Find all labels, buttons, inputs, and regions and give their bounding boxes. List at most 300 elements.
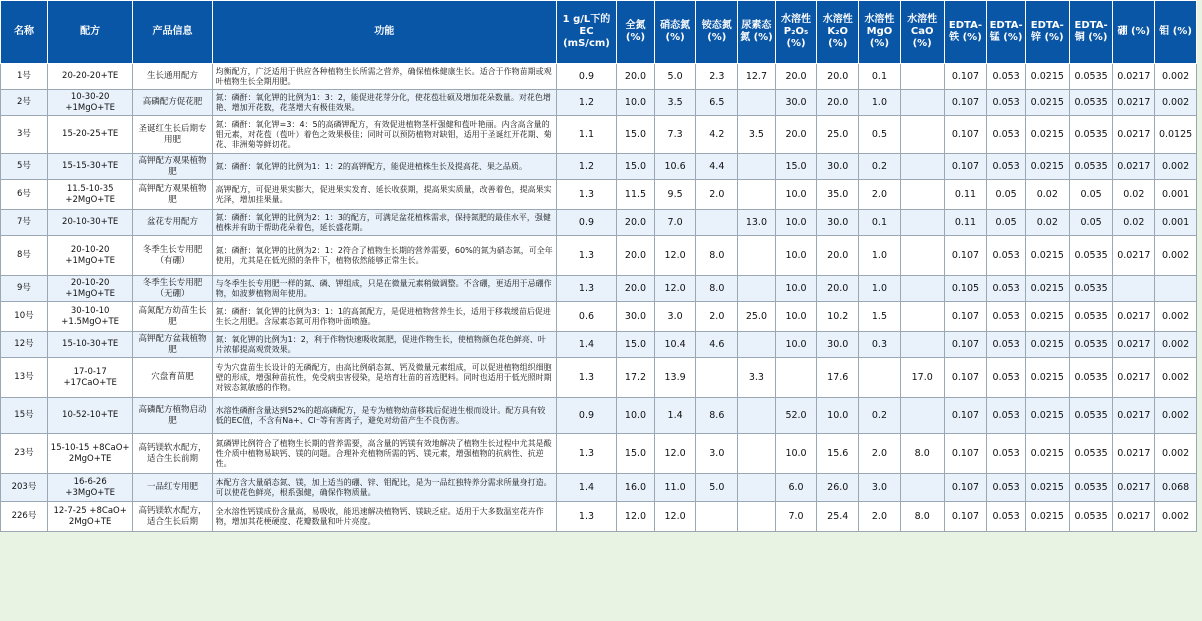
cell-total-n: 12.0 bbox=[617, 502, 655, 532]
cell-urea-n bbox=[738, 180, 776, 210]
header-fe: EDTA-铁 (%) bbox=[944, 1, 987, 64]
cell-k2o: 17.6 bbox=[817, 358, 859, 398]
cell-total-n: 15.0 bbox=[617, 154, 655, 180]
cell-name: 203号 bbox=[1, 474, 48, 502]
cell-formula: 30-10-10 +1.5MgO+TE bbox=[47, 302, 133, 332]
cell-function: 氮：氧化钾的比例为1：2，利于作物快速吸收氮肥，促进作物生长，使植物颜色花色鲜亮、叶片浓郁提高观赏效果。 bbox=[212, 332, 556, 358]
cell-mn: 0.05 bbox=[987, 180, 1026, 210]
cell-mo: 0.002 bbox=[1155, 358, 1197, 398]
cell-cao bbox=[900, 90, 944, 116]
cell-ec: 1.3 bbox=[556, 180, 616, 210]
cell-mgo: 3.0 bbox=[859, 474, 901, 502]
cell-formula: 15-10-15 +8CaO+ 2MgO+TE bbox=[47, 434, 133, 474]
cell-nitrate-n: 9.5 bbox=[654, 180, 696, 210]
cell-b: 0.0217 bbox=[1113, 398, 1155, 434]
cell-b: 0.02 bbox=[1113, 210, 1155, 236]
cell-ec: 1.4 bbox=[556, 332, 616, 358]
table-row bbox=[1, 398, 1197, 434]
cell-cao bbox=[900, 474, 944, 502]
cell-formula: 20-20-20+TE bbox=[47, 64, 133, 90]
cell-ec: 1.1 bbox=[556, 116, 616, 154]
cell-cao: 17.0 bbox=[900, 358, 944, 398]
cell-fe: 0.107 bbox=[944, 116, 987, 154]
cell-name: 10号 bbox=[1, 302, 48, 332]
cell-mn: 0.053 bbox=[987, 398, 1026, 434]
cell-cu: 0.0535 bbox=[1069, 358, 1113, 398]
header-nitrate-n: 硝态氮 (%) bbox=[654, 1, 696, 64]
cell-formula: 17-0-17 +17CaO+TE bbox=[47, 358, 133, 398]
cell-mgo: 2.0 bbox=[859, 180, 901, 210]
header-product: 产品信息 bbox=[133, 1, 212, 64]
cell-nitrate-n: 7.3 bbox=[654, 116, 696, 154]
cell-b: 0.0217 bbox=[1113, 236, 1155, 276]
cell-k2o: 30.0 bbox=[817, 332, 859, 358]
cell-zn: 0.0215 bbox=[1025, 474, 1069, 502]
header-urea-n: 尿素态氮 (%) bbox=[738, 1, 776, 64]
cell-urea-n: 3.3 bbox=[738, 358, 776, 398]
cell-ammonium-n: 2.0 bbox=[696, 180, 738, 210]
cell-function: 水溶性磷酐含量达到52%的超高磷配方，是专为植物幼苗移栽后促进生根而设计。配方具有较低的EC值，不含有Na+、Cl⁻等有害离子，避免对幼苗产生不良伤害。 bbox=[212, 398, 556, 434]
cell-nitrate-n: 11.0 bbox=[654, 474, 696, 502]
cell-ammonium-n bbox=[696, 502, 738, 532]
cell-ec: 0.9 bbox=[556, 210, 616, 236]
cell-mn: 0.053 bbox=[987, 474, 1026, 502]
cell-cu: 0.0535 bbox=[1069, 154, 1113, 180]
cell-total-n: 11.5 bbox=[617, 180, 655, 210]
cell-p2o5: 20.0 bbox=[775, 64, 817, 90]
cell-mo: 0.002 bbox=[1155, 236, 1197, 276]
cell-ammonium-n: 8.0 bbox=[696, 276, 738, 302]
cell-nitrate-n: 12.0 bbox=[654, 434, 696, 474]
cell-mo: 0.002 bbox=[1155, 90, 1197, 116]
cell-p2o5: 20.0 bbox=[775, 116, 817, 154]
cell-fe: 0.107 bbox=[944, 236, 987, 276]
cell-cu: 0.0535 bbox=[1069, 302, 1113, 332]
cell-nitrate-n: 13.9 bbox=[654, 358, 696, 398]
cell-total-n: 10.0 bbox=[617, 90, 655, 116]
cell-name: 5号 bbox=[1, 154, 48, 180]
cell-urea-n bbox=[738, 502, 776, 532]
table-row bbox=[1, 236, 1197, 276]
cell-name: 15号 bbox=[1, 398, 48, 434]
cell-cu: 0.05 bbox=[1069, 210, 1113, 236]
cell-ammonium-n: 4.4 bbox=[696, 154, 738, 180]
cell-nitrate-n: 3.0 bbox=[654, 302, 696, 332]
cell-mgo: 2.0 bbox=[859, 502, 901, 532]
cell-k2o: 20.0 bbox=[817, 236, 859, 276]
cell-mgo: 0.2 bbox=[859, 398, 901, 434]
cell-b: 0.0217 bbox=[1113, 332, 1155, 358]
cell-urea-n: 12.7 bbox=[738, 64, 776, 90]
cell-nitrate-n: 10.4 bbox=[654, 332, 696, 358]
cell-mgo bbox=[859, 358, 901, 398]
cell-k2o: 20.0 bbox=[817, 276, 859, 302]
cell-fe: 0.11 bbox=[944, 210, 987, 236]
table-body bbox=[1, 64, 1197, 532]
cell-fe: 0.11 bbox=[944, 180, 987, 210]
cell-b: 0.02 bbox=[1113, 180, 1155, 210]
cell-cu: 0.0535 bbox=[1069, 474, 1113, 502]
cell-cao bbox=[900, 332, 944, 358]
cell-mgo: 1.0 bbox=[859, 236, 901, 276]
cell-fe: 0.107 bbox=[944, 64, 987, 90]
cell-b: 0.0217 bbox=[1113, 474, 1155, 502]
cell-cu: 0.0535 bbox=[1069, 90, 1113, 116]
cell-ec: 1.3 bbox=[556, 236, 616, 276]
cell-ammonium-n: 6.5 bbox=[696, 90, 738, 116]
cell-nitrate-n: 12.0 bbox=[654, 276, 696, 302]
cell-formula: 10-30-20 +1MgO+TE bbox=[47, 90, 133, 116]
cell-cao: 8.0 bbox=[900, 502, 944, 532]
cell-product: 高氮配方幼苗生长肥 bbox=[133, 302, 212, 332]
cell-cao bbox=[900, 180, 944, 210]
cell-k2o: 20.0 bbox=[817, 90, 859, 116]
cell-urea-n bbox=[738, 398, 776, 434]
cell-cu: 0.0535 bbox=[1069, 398, 1113, 434]
cell-cao bbox=[900, 116, 944, 154]
cell-product: 生长通用配方 bbox=[133, 64, 212, 90]
cell-formula: 20-10-30+TE bbox=[47, 210, 133, 236]
table-row bbox=[1, 276, 1197, 302]
cell-nitrate-n: 7.0 bbox=[654, 210, 696, 236]
cell-product: 高钾配方观果植物肥 bbox=[133, 154, 212, 180]
cell-b: 0.0217 bbox=[1113, 64, 1155, 90]
cell-cao bbox=[900, 398, 944, 434]
cell-k2o: 20.0 bbox=[817, 64, 859, 90]
cell-ammonium-n bbox=[696, 210, 738, 236]
cell-mn: 0.05 bbox=[987, 210, 1026, 236]
header-mo: 钼 (%) bbox=[1155, 1, 1197, 64]
cell-name: 6号 bbox=[1, 180, 48, 210]
cell-p2o5: 10.0 bbox=[775, 180, 817, 210]
cell-formula: 15-10-30+TE bbox=[47, 332, 133, 358]
cell-mgo: 1.0 bbox=[859, 90, 901, 116]
cell-p2o5: 30.0 bbox=[775, 90, 817, 116]
cell-name: 12号 bbox=[1, 332, 48, 358]
cell-total-n: 30.0 bbox=[617, 302, 655, 332]
cell-mo: 0.002 bbox=[1155, 154, 1197, 180]
cell-nitrate-n: 5.0 bbox=[654, 64, 696, 90]
cell-zn: 0.0215 bbox=[1025, 236, 1069, 276]
cell-p2o5: 10.0 bbox=[775, 236, 817, 276]
cell-urea-n bbox=[738, 434, 776, 474]
cell-cu: 0.0535 bbox=[1069, 64, 1113, 90]
cell-urea-n: 3.5 bbox=[738, 116, 776, 154]
cell-zn: 0.02 bbox=[1025, 210, 1069, 236]
cell-ec: 1.3 bbox=[556, 276, 616, 302]
cell-product: 盆花专用配方 bbox=[133, 210, 212, 236]
cell-product: 高钾配方盆栽植物肥 bbox=[133, 332, 212, 358]
cell-fe: 0.107 bbox=[944, 154, 987, 180]
header-row bbox=[1, 1, 1197, 64]
cell-fe: 0.107 bbox=[944, 90, 987, 116]
cell-b: 0.0217 bbox=[1113, 116, 1155, 154]
cell-product: 冬季生长专用肥（有硼） bbox=[133, 236, 212, 276]
cell-name: 3号 bbox=[1, 116, 48, 154]
cell-b: 0.0217 bbox=[1113, 90, 1155, 116]
cell-function: 氮磷钾比例符合了植物生长期的营养需要，高含量的钙镁有效地解决了植物生长过程中尤其是酸性介质中植物易缺钙、镁的问题。合理补充植物所需的钙、镁元素，增强植物的抗病性、抗逆性。 bbox=[212, 434, 556, 474]
table-row bbox=[1, 90, 1197, 116]
cell-b: 0.0217 bbox=[1113, 434, 1155, 474]
cell-urea-n bbox=[738, 474, 776, 502]
cell-ammonium-n: 5.0 bbox=[696, 474, 738, 502]
cell-cu: 0.05 bbox=[1069, 180, 1113, 210]
cell-function: 全水溶性钙镁成份含量高，易吸收，能迅速解决植物钙、镁缺乏症。适用于大多数温室花卉作物，增加其花梗硬度、花瓣数量和叶片亮度。 bbox=[212, 502, 556, 532]
cell-urea-n bbox=[738, 332, 776, 358]
cell-b bbox=[1113, 276, 1155, 302]
cell-function: 专为穴盘苗生长设计的无磷配方，由高比例硝态氮、钙及微量元素组成，可以促进植物组织细胞壁的形成，增强种苗抗性，免受病虫害侵染，是培育壮苗的首选肥料。同时也适用于低光照时期对铵态氮敏感的作物。 bbox=[212, 358, 556, 398]
cell-mo: 0.002 bbox=[1155, 332, 1197, 358]
cell-p2o5 bbox=[775, 358, 817, 398]
cell-zn: 0.0215 bbox=[1025, 64, 1069, 90]
cell-mn: 0.053 bbox=[987, 434, 1026, 474]
cell-cao bbox=[900, 210, 944, 236]
cell-mo: 0.002 bbox=[1155, 398, 1197, 434]
cell-ammonium-n bbox=[696, 358, 738, 398]
cell-mgo: 2.0 bbox=[859, 434, 901, 474]
cell-name: 9号 bbox=[1, 276, 48, 302]
cell-product: 高钾配方观果植物肥 bbox=[133, 180, 212, 210]
cell-mgo: 0.2 bbox=[859, 154, 901, 180]
cell-total-n: 20.0 bbox=[617, 236, 655, 276]
table-row bbox=[1, 180, 1197, 210]
header-k2o: 水溶性K₂O (%) bbox=[817, 1, 859, 64]
cell-p2o5: 10.0 bbox=[775, 434, 817, 474]
cell-name: 23号 bbox=[1, 434, 48, 474]
header-name: 名称 bbox=[1, 1, 48, 64]
cell-nitrate-n: 12.0 bbox=[654, 502, 696, 532]
header-mn: EDTA-锰 (%) bbox=[987, 1, 1026, 64]
cell-urea-n bbox=[738, 276, 776, 302]
cell-zn: 0.0215 bbox=[1025, 398, 1069, 434]
cell-function: 高钾配方，可促进果实膨大，促进果实发育、延长收获期，提高果实质量，改善着色，提高果实光泽，增加挂果量。 bbox=[212, 180, 556, 210]
cell-zn: 0.0215 bbox=[1025, 434, 1069, 474]
cell-k2o: 25.0 bbox=[817, 116, 859, 154]
cell-ammonium-n: 8.0 bbox=[696, 236, 738, 276]
cell-ammonium-n: 8.6 bbox=[696, 398, 738, 434]
cell-function: 本配方含大量硝态氮、镁，加上适当的硼、锌、钼配比，是为一品红独特养分需求所量身打造。可以使花色鲜亮，根系强健，确保作物质量。 bbox=[212, 474, 556, 502]
cell-mn: 0.053 bbox=[987, 502, 1026, 532]
cell-product: 圣诞红生长后期专用肥 bbox=[133, 116, 212, 154]
header-b: 硼 (%) bbox=[1113, 1, 1155, 64]
cell-cu: 0.0535 bbox=[1069, 502, 1113, 532]
cell-product: 高磷配方促花肥 bbox=[133, 90, 212, 116]
cell-zn: 0.0215 bbox=[1025, 358, 1069, 398]
cell-cao bbox=[900, 64, 944, 90]
cell-cu: 0.0535 bbox=[1069, 116, 1113, 154]
cell-total-n: 15.0 bbox=[617, 332, 655, 358]
cell-mgo: 0.1 bbox=[859, 64, 901, 90]
header-formula: 配方 bbox=[47, 1, 133, 64]
cell-k2o: 15.6 bbox=[817, 434, 859, 474]
cell-product: 高钙镁软水配方，适合生长后期 bbox=[133, 502, 212, 532]
cell-mo: 0.0125 bbox=[1155, 116, 1197, 154]
cell-ec: 1.3 bbox=[556, 434, 616, 474]
header-zn: EDTA-锌 (%) bbox=[1025, 1, 1069, 64]
table-row bbox=[1, 502, 1197, 532]
cell-k2o: 10.2 bbox=[817, 302, 859, 332]
cell-ec: 1.4 bbox=[556, 474, 616, 502]
cell-zn: 0.0215 bbox=[1025, 302, 1069, 332]
cell-nitrate-n: 1.4 bbox=[654, 398, 696, 434]
header-function: 功能 bbox=[212, 1, 556, 64]
cell-mn: 0.053 bbox=[987, 302, 1026, 332]
cell-ammonium-n: 2.3 bbox=[696, 64, 738, 90]
cell-formula: 10-52-10+TE bbox=[47, 398, 133, 434]
cell-fe: 0.107 bbox=[944, 502, 987, 532]
cell-mo: 0.002 bbox=[1155, 502, 1197, 532]
cell-k2o: 25.4 bbox=[817, 502, 859, 532]
cell-b: 0.0217 bbox=[1113, 154, 1155, 180]
cell-b: 0.0217 bbox=[1113, 302, 1155, 332]
cell-product: 冬季生长专用肥（无硼） bbox=[133, 276, 212, 302]
cell-total-n: 10.0 bbox=[617, 398, 655, 434]
cell-formula: 15-20-25+TE bbox=[47, 116, 133, 154]
table-row bbox=[1, 210, 1197, 236]
cell-p2o5: 10.0 bbox=[775, 302, 817, 332]
cell-mn: 0.053 bbox=[987, 90, 1026, 116]
cell-ammonium-n: 2.0 bbox=[696, 302, 738, 332]
cell-function: 氮：磷酐：氧化钾的比例为1：3：2，能促进花芽分化，使花苞壮硕及增加花朵数量。对花色增艳、增加开花数，花茎增大有极佳效果。 bbox=[212, 90, 556, 116]
cell-nitrate-n: 12.0 bbox=[654, 236, 696, 276]
table-row bbox=[1, 302, 1197, 332]
cell-zn: 0.0215 bbox=[1025, 332, 1069, 358]
header-cao: 水溶性CaO (%) bbox=[900, 1, 944, 64]
cell-name: 226号 bbox=[1, 502, 48, 532]
cell-total-n: 20.0 bbox=[617, 210, 655, 236]
cell-total-n: 15.0 bbox=[617, 116, 655, 154]
header-total-n: 全氮 (%) bbox=[617, 1, 655, 64]
cell-total-n: 20.0 bbox=[617, 276, 655, 302]
cell-name: 2号 bbox=[1, 90, 48, 116]
cell-urea-n bbox=[738, 90, 776, 116]
cell-function: 氮：磷酐：氧化钾的比例为2：1：3的配方，可满足盆花植株需求，保持氮肥的最佳水平，强健植株并有助于帮助花朵着色，延长盛花期。 bbox=[212, 210, 556, 236]
cell-formula: 15-15-30+TE bbox=[47, 154, 133, 180]
cell-mn: 0.053 bbox=[987, 358, 1026, 398]
cell-mn: 0.053 bbox=[987, 276, 1026, 302]
cell-mn: 0.053 bbox=[987, 116, 1026, 154]
cell-fe: 0.107 bbox=[944, 398, 987, 434]
header-ammonium-n: 铵态氮 (%) bbox=[696, 1, 738, 64]
cell-cu: 0.0535 bbox=[1069, 332, 1113, 358]
table-row bbox=[1, 358, 1197, 398]
cell-k2o: 30.0 bbox=[817, 154, 859, 180]
cell-zn: 0.02 bbox=[1025, 180, 1069, 210]
cell-mgo: 1.0 bbox=[859, 276, 901, 302]
cell-cao bbox=[900, 276, 944, 302]
cell-fe: 0.107 bbox=[944, 434, 987, 474]
cell-ec: 0.6 bbox=[556, 302, 616, 332]
cell-cao bbox=[900, 236, 944, 276]
cell-nitrate-n: 10.6 bbox=[654, 154, 696, 180]
cell-p2o5: 52.0 bbox=[775, 398, 817, 434]
cell-p2o5: 6.0 bbox=[775, 474, 817, 502]
cell-mn: 0.053 bbox=[987, 154, 1026, 180]
cell-ammonium-n: 4.2 bbox=[696, 116, 738, 154]
cell-ec: 0.9 bbox=[556, 64, 616, 90]
cell-function: 氮：磷酐：氧化钾的比例为3：1：1的高氮配方，是促进植物营养生长，适用于移栽缓苗后促进生长之用肥。含尿素态氮可用作物叶面喷施。 bbox=[212, 302, 556, 332]
header-cu: EDTA-铜 (%) bbox=[1069, 1, 1113, 64]
cell-cu: 0.0535 bbox=[1069, 434, 1113, 474]
cell-ec: 0.9 bbox=[556, 398, 616, 434]
cell-k2o: 30.0 bbox=[817, 210, 859, 236]
cell-mgo: 0.3 bbox=[859, 332, 901, 358]
table-row bbox=[1, 154, 1197, 180]
table-row bbox=[1, 474, 1197, 502]
cell-cu: 0.0535 bbox=[1069, 236, 1113, 276]
cell-fe: 0.107 bbox=[944, 302, 987, 332]
table-row bbox=[1, 64, 1197, 90]
cell-mgo: 0.1 bbox=[859, 210, 901, 236]
cell-formula: 20-10-20 +1MgO+TE bbox=[47, 236, 133, 276]
cell-ammonium-n: 3.0 bbox=[696, 434, 738, 474]
cell-total-n: 15.0 bbox=[617, 434, 655, 474]
cell-zn: 0.0215 bbox=[1025, 154, 1069, 180]
cell-mo: 0.002 bbox=[1155, 302, 1197, 332]
cell-name: 13号 bbox=[1, 358, 48, 398]
cell-b: 0.0217 bbox=[1113, 502, 1155, 532]
cell-mo bbox=[1155, 276, 1197, 302]
cell-cao bbox=[900, 154, 944, 180]
cell-formula: 16-6-26 +3MgO+TE bbox=[47, 474, 133, 502]
cell-p2o5: 15.0 bbox=[775, 154, 817, 180]
cell-p2o5: 10.0 bbox=[775, 276, 817, 302]
cell-mn: 0.053 bbox=[987, 236, 1026, 276]
cell-function: 氮：磷酐：氧化钾的比例为2：1：2符合了植物生长期的营养需要，60%的氮为硝态氮，可全年使用，尤其是在低光照的条件下，植物依然能够正常生长。 bbox=[212, 236, 556, 276]
cell-nitrate-n: 3.5 bbox=[654, 90, 696, 116]
table-row bbox=[1, 116, 1197, 154]
cell-ammonium-n: 4.6 bbox=[696, 332, 738, 358]
cell-product: 高钙镁软水配方，适合生长前期 bbox=[133, 434, 212, 474]
cell-p2o5: 10.0 bbox=[775, 210, 817, 236]
cell-b: 0.0217 bbox=[1113, 358, 1155, 398]
cell-formula: 20-10-20 +1MgO+TE bbox=[47, 276, 133, 302]
cell-formula: 12-7-25 +8CaO+ 2MgO+TE bbox=[47, 502, 133, 532]
cell-function: 与冬季生长专用肥一样的氮、磷、钾组成，只是在微量元素稍做调整。不含硼，更适用于忌硼作物，如波萝植物周年使用。 bbox=[212, 276, 556, 302]
cell-function: 氮：磷酐：氧化钾的比例为1：1：2的高钾配方，能促进植株生长及提高花、果之品质。 bbox=[212, 154, 556, 180]
cell-mo: 0.068 bbox=[1155, 474, 1197, 502]
cell-mn: 0.053 bbox=[987, 64, 1026, 90]
cell-mo: 0.001 bbox=[1155, 180, 1197, 210]
cell-urea-n: 13.0 bbox=[738, 210, 776, 236]
cell-mn: 0.053 bbox=[987, 332, 1026, 358]
cell-k2o: 10.0 bbox=[817, 398, 859, 434]
cell-fe: 0.107 bbox=[944, 358, 987, 398]
cell-total-n: 17.2 bbox=[617, 358, 655, 398]
cell-name: 1号 bbox=[1, 64, 48, 90]
cell-mo: 0.001 bbox=[1155, 210, 1197, 236]
cell-function: 氮：磷酐：氧化钾=3：4：5的高磷钾配方，有效促进植物茎杆强健和苞叶艳丽。内含高含量的钼元素，对花苞（苞叶）着色之效果极佳；同时可以预防植物对缺钼，适用于圣诞红开花期、菊花、非洲菊等鲜切花。 bbox=[212, 116, 556, 154]
header-mgo: 水溶性MgO (%) bbox=[859, 1, 901, 64]
cell-mgo: 1.5 bbox=[859, 302, 901, 332]
cell-zn: 0.0215 bbox=[1025, 90, 1069, 116]
cell-urea-n bbox=[738, 154, 776, 180]
cell-mo: 0.002 bbox=[1155, 64, 1197, 90]
cell-function: 均衡配方，广泛适用于供应各种植物生长所需之营养，确保植株健康生长。适合于作物苗期或观叶植物生长全期用肥。 bbox=[212, 64, 556, 90]
cell-zn: 0.0215 bbox=[1025, 502, 1069, 532]
cell-total-n: 20.0 bbox=[617, 64, 655, 90]
cell-k2o: 26.0 bbox=[817, 474, 859, 502]
cell-product: 一品红专用肥 bbox=[133, 474, 212, 502]
cell-name: 7号 bbox=[1, 210, 48, 236]
cell-ec: 1.2 bbox=[556, 90, 616, 116]
cell-formula: 11.5-10-35 +2MgO+TE bbox=[47, 180, 133, 210]
cell-urea-n bbox=[738, 236, 776, 276]
header-p2o5: 水溶性P₂O₅ (%) bbox=[775, 1, 817, 64]
cell-p2o5: 10.0 bbox=[775, 332, 817, 358]
cell-cu: 0.0535 bbox=[1069, 276, 1113, 302]
cell-product: 高磷配方植物启动肥 bbox=[133, 398, 212, 434]
